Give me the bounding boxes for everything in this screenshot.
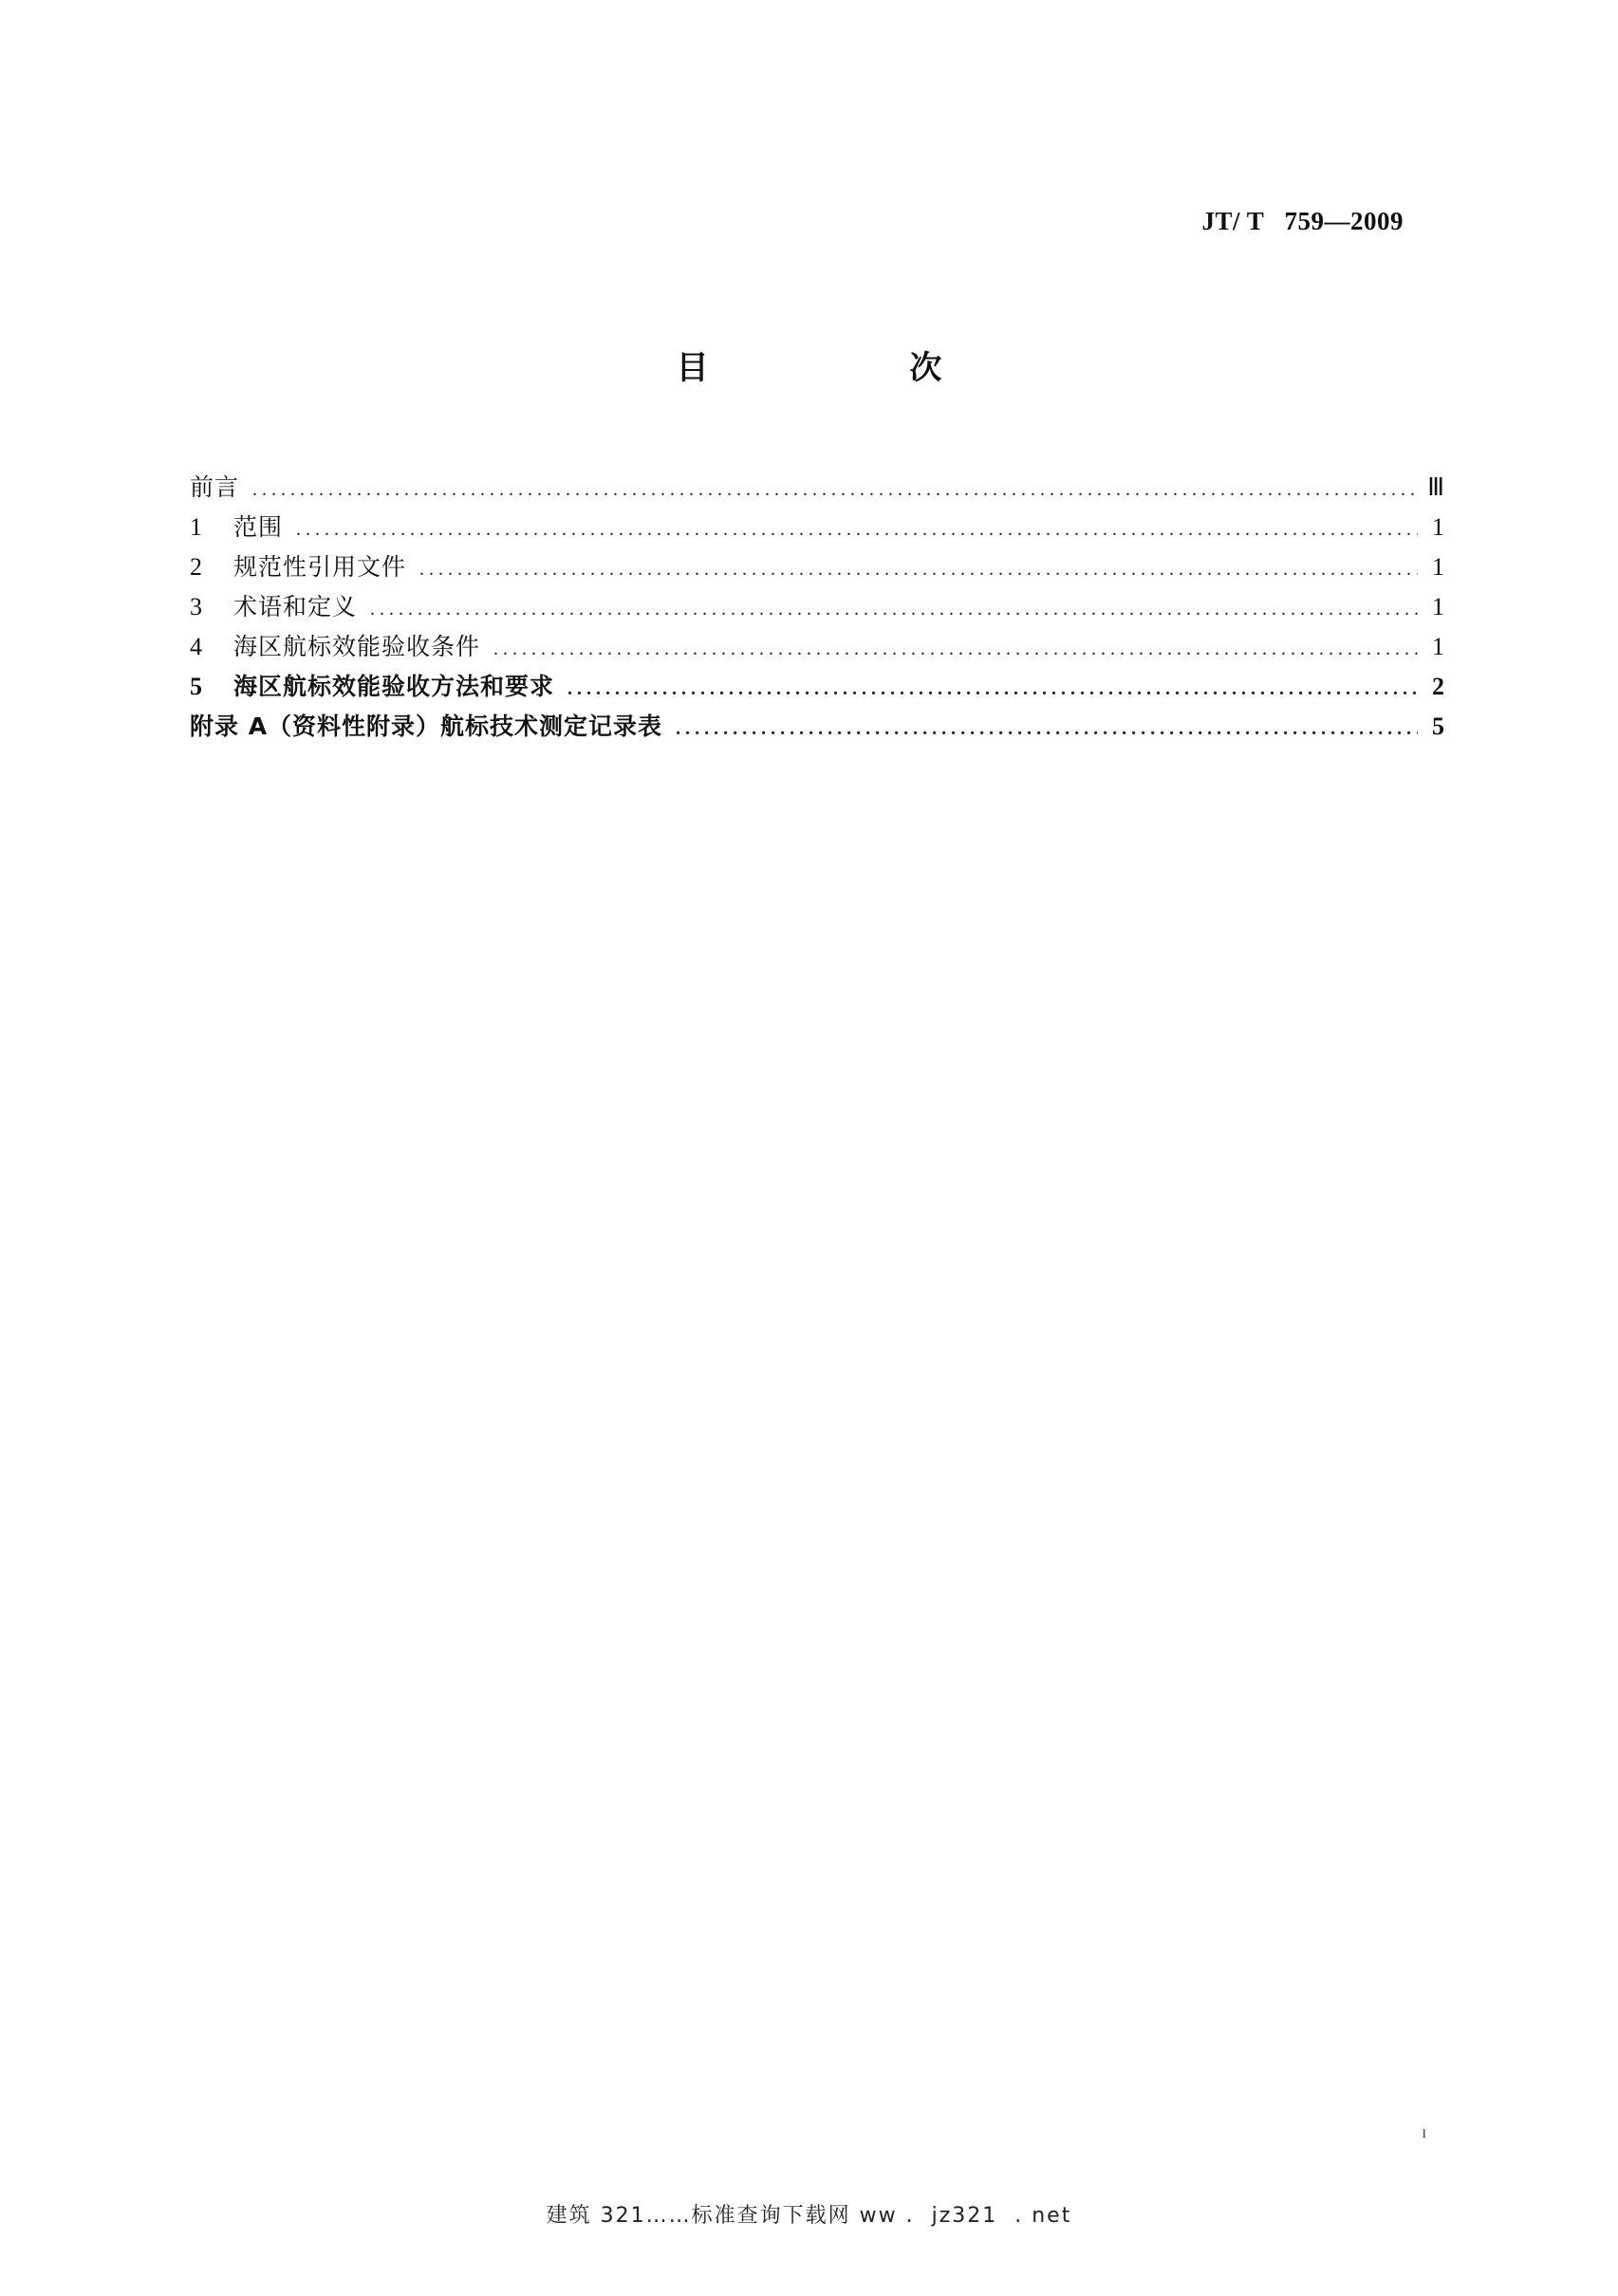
toc-leader-dots	[676, 709, 1418, 749]
table-of-contents	[190, 468, 1444, 747]
toc-entry-page: 2	[1432, 673, 1444, 700]
toc-entry-scope[interactable]	[190, 508, 1444, 547]
toc-leader-dots	[370, 589, 1418, 629]
toc-entry-normative-references[interactable]	[190, 547, 1444, 587]
toc-entry-page: 5	[1432, 713, 1444, 740]
footer-watermark-text: 建筑 321……标准查询下载网 ww . jz321 . net	[546, 2204, 1072, 2228]
toc-entry-number: 2	[190, 553, 202, 581]
toc-entry-label: 前言	[190, 473, 240, 501]
toc-entry-label: 海区航标效能验收方法和要求	[233, 673, 555, 700]
toc-entry-label: 海区航标效能验收条件	[233, 633, 481, 660]
toc-entry-acceptance-conditions[interactable]	[190, 627, 1444, 667]
toc-entry-label: 附录 A（资料性附录）航标技术测定记录表	[190, 713, 663, 740]
page-number: I	[1422, 2126, 1426, 2140]
toc-entry-page: 1	[1432, 553, 1444, 581]
page-title: 目 次	[676, 349, 1037, 387]
toc-entry-foreword[interactable]	[190, 468, 1444, 508]
toc-leader-dots	[493, 629, 1418, 669]
toc-entry-page: 1	[1432, 633, 1444, 660]
toc-entry-annex-a[interactable]	[190, 707, 1444, 747]
toc-entry-number: 4	[190, 633, 202, 660]
toc-entry-acceptance-methods[interactable]	[190, 667, 1444, 707]
toc-leader-dots	[252, 470, 1418, 509]
toc-entry-page: 1	[1432, 593, 1444, 620]
toc-entry-number: 1	[190, 513, 202, 541]
toc-entry-page: Ⅲ	[1427, 473, 1444, 501]
toc-entry-terms-definitions[interactable]	[190, 587, 1444, 627]
toc-leader-dots	[296, 509, 1418, 549]
toc-leader-dots	[567, 669, 1418, 709]
toc-entry-label: 范围	[233, 513, 284, 541]
toc-entry-label: 术语和定义	[233, 593, 358, 620]
standard-code: JT/ T 759—2009	[1201, 207, 1404, 235]
toc-entry-page: 1	[1432, 513, 1444, 541]
toc-entry-number: 3	[190, 593, 202, 620]
toc-entry-label: 规范性引用文件	[233, 553, 407, 581]
toc-leader-dots	[419, 549, 1418, 589]
toc-entry-number: 5	[190, 673, 202, 700]
